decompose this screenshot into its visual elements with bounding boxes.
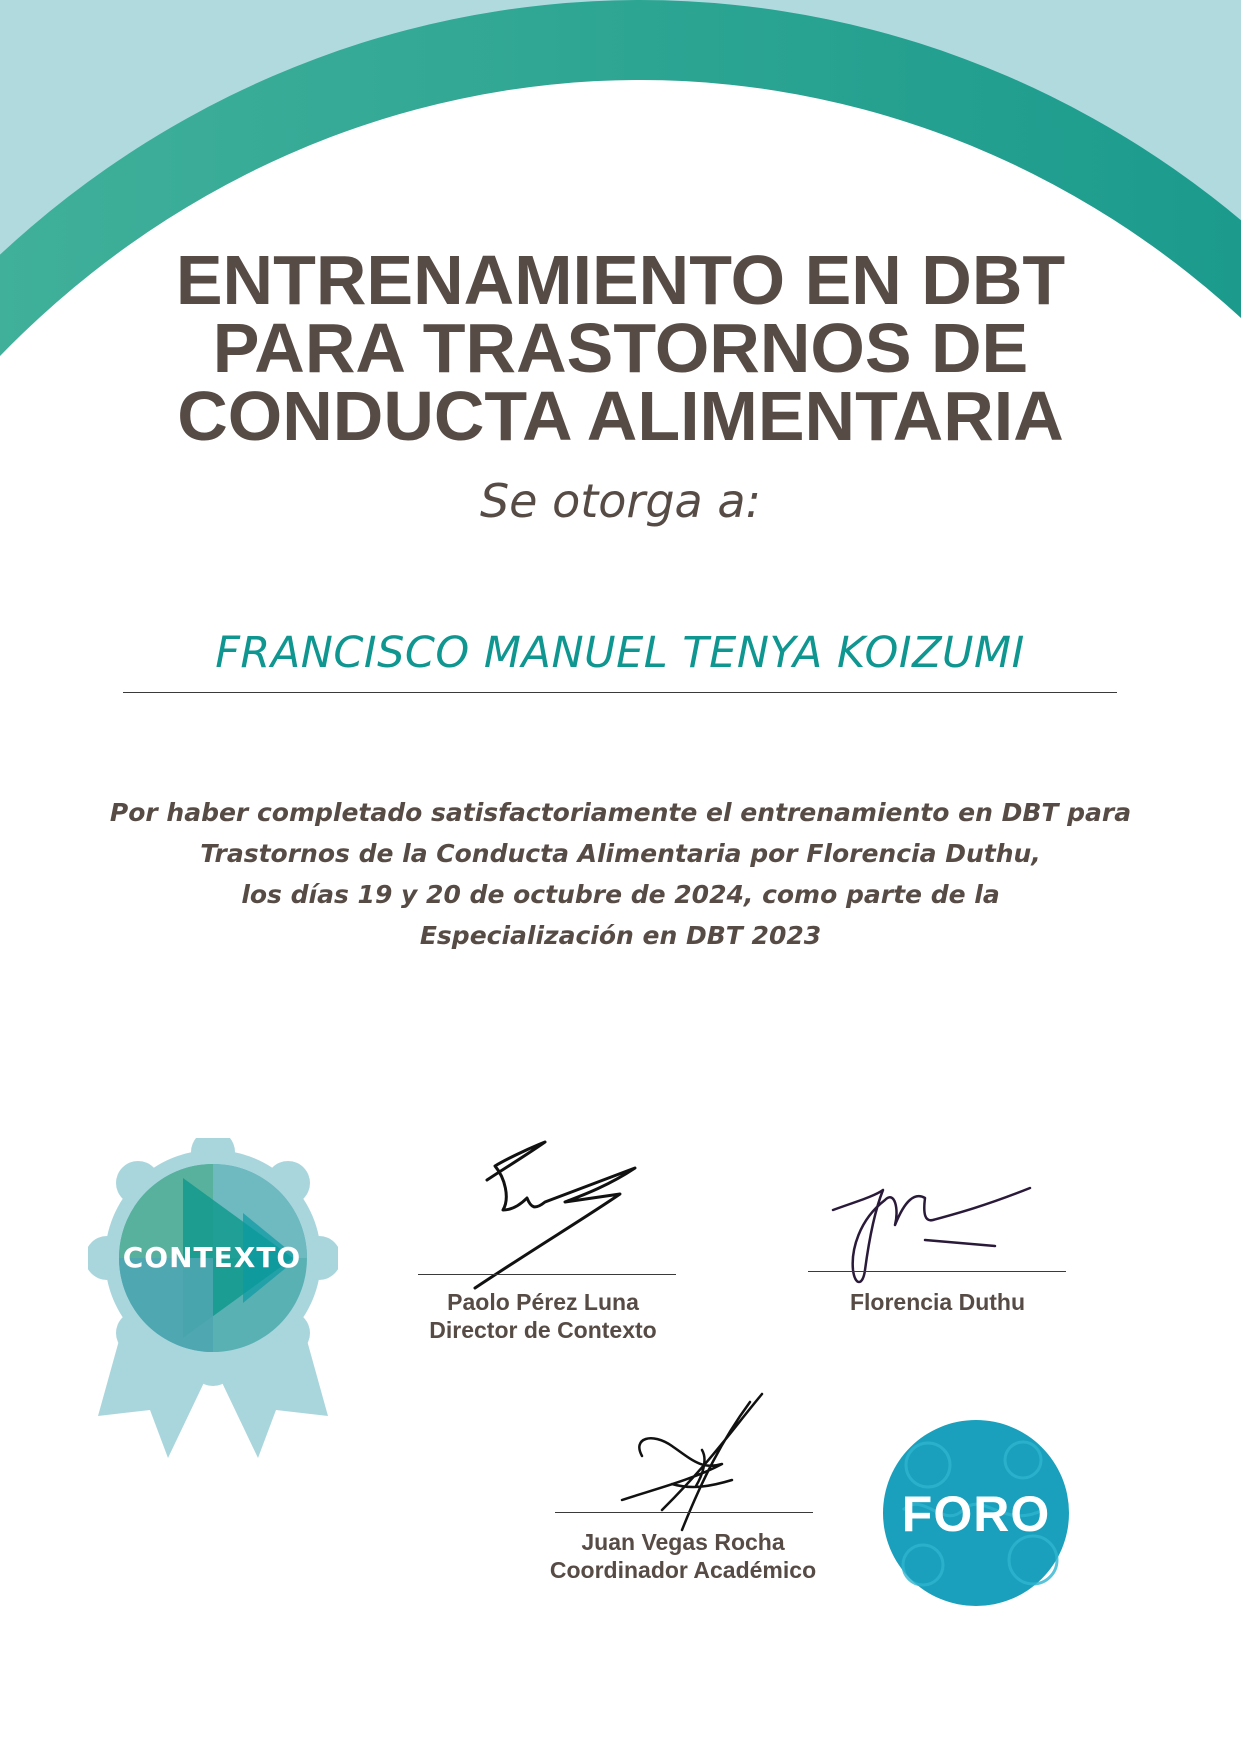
signature-line <box>418 1274 676 1275</box>
signatory-name: Florencia Duthu <box>849 1289 1026 1315</box>
certificate-title <box>60 241 1181 455</box>
signatory-florencia <box>790 1288 1085 1316</box>
description-line: Especialización en DBT 2023 <box>419 921 822 950</box>
signatory-role: Director de Contexto <box>429 1317 657 1343</box>
granted-to-label: Se otorga a: <box>479 474 762 528</box>
recipient-name: FRANCISCO MANUEL TENYA KOIZUMI <box>215 628 1025 678</box>
signatory-name: Paolo Pérez Luna <box>447 1289 639 1315</box>
title-line: CONDUCTA ALIMENTARIA <box>177 377 1064 455</box>
certificate-description <box>60 792 1181 956</box>
signatory-role: Coordinador Académico <box>549 1557 817 1583</box>
signature-line <box>555 1512 813 1513</box>
signature-line <box>808 1271 1066 1272</box>
foro-logo-label: FORO <box>901 1486 1051 1542</box>
signature-paolo-icon <box>465 1138 645 1290</box>
contexto-seal-icon <box>88 1138 338 1464</box>
signatory-juan <box>528 1528 838 1584</box>
contexto-seal-label: CONTEXTO <box>122 1241 302 1274</box>
signatory-name: Juan Vegas Rocha <box>581 1529 785 1555</box>
title-line: PARA TRASTORNOS DE <box>212 309 1029 387</box>
description-line: Por haber completado satisfactoriamente el entrenamiento en DBT para <box>109 798 1132 827</box>
title-line: ENTRENAMIENTO EN DBT <box>175 241 1066 319</box>
description-line: los días 19 y 20 de octubre de 2024, como parte de la <box>241 880 1000 909</box>
recipient-underline <box>123 692 1117 693</box>
description-line: Trastornos de la Conducta Alimentaria por Florencia Duthu, <box>200 839 1041 868</box>
signatory-paolo <box>398 1288 688 1344</box>
signature-juan-icon <box>612 1390 782 1538</box>
